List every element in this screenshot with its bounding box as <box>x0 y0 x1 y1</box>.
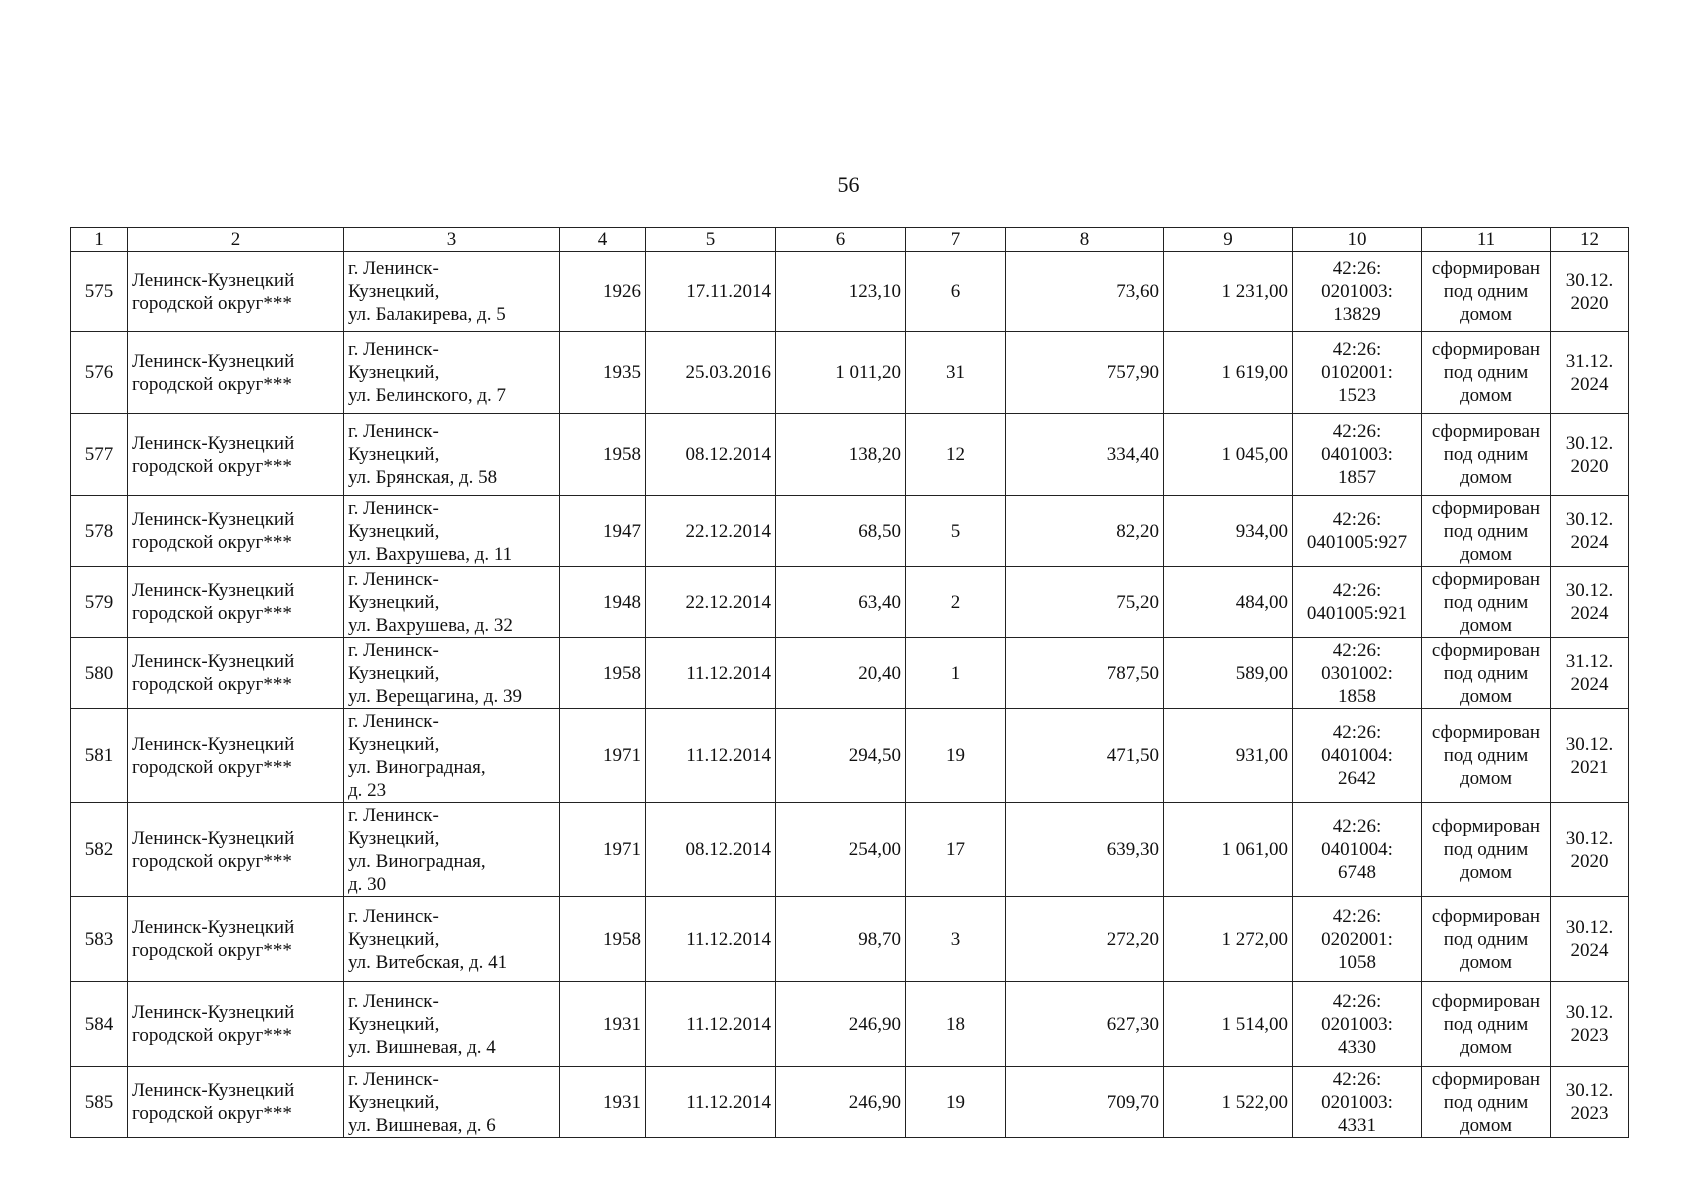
cadastral-number-cell-line: 0401003: <box>1321 444 1393 465</box>
status-cell-line: домом <box>1460 543 1512 565</box>
municipality-cell: Ленинск-Кузнецкий городской округ*** <box>128 252 344 332</box>
cadastral-number-cell-line: 4330 <box>1338 1036 1376 1058</box>
municipality-cell: Ленинск-Кузнецкий городской округ*** <box>128 709 344 803</box>
row-number-cell: 585 <box>71 1067 128 1138</box>
status-cell-line: под одним <box>1443 745 1529 766</box>
cadastral-number-cell-line: 42:26: <box>1332 258 1382 279</box>
address-cell-line: г. Ленинск- <box>348 421 439 442</box>
municipality-cell: Ленинск-Кузнецкий городской округ*** <box>128 414 344 496</box>
residents-cell: 3 <box>906 897 1006 982</box>
table-row <box>71 982 1629 1067</box>
status-cell <box>1422 638 1551 709</box>
deadline-cell-line: 30.12. <box>1565 432 1614 454</box>
status-cell <box>1422 414 1551 496</box>
column-header: 11 <box>1422 228 1551 252</box>
year-cell: 1958 <box>560 414 646 496</box>
land-area-cell: 627,30 <box>1006 982 1164 1067</box>
cadastral-number-cell <box>1293 709 1422 803</box>
land-area-cell: 757,90 <box>1006 332 1164 414</box>
status-cell-line: домом <box>1460 685 1512 707</box>
cadastral-number-cell-line: 6748 <box>1338 862 1376 883</box>
deadline-cell <box>1551 252 1629 332</box>
land-area-cell: 272,20 <box>1006 897 1164 982</box>
status-cell-line: сформирован <box>1431 258 1541 279</box>
residents-cell: 1 <box>906 638 1006 709</box>
address-cell-line: г. Ленинск- <box>348 497 439 519</box>
deadline-cell-line: 2024 <box>1570 532 1609 553</box>
column-header: 4 <box>560 228 646 252</box>
deadline-cell-line: 30.12. <box>1565 509 1614 530</box>
status-cell-line: сформирован <box>1431 1068 1541 1090</box>
year-cell: 1926 <box>560 252 646 332</box>
deadline-cell-line: 30.12. <box>1565 1002 1614 1023</box>
row-number-cell: 582 <box>71 803 128 897</box>
cadastral-number-cell-line: 0401004: <box>1321 839 1393 860</box>
address-cell-line: Кузнецкий, <box>348 362 440 383</box>
table-row <box>71 414 1629 496</box>
land-total-cell: 1 231,00 <box>1164 252 1293 332</box>
address-cell-line: ул. Брянская, д. 58 <box>348 467 498 488</box>
status-cell <box>1422 332 1551 414</box>
date-cell: 11.12.2014 <box>646 897 776 982</box>
deadline-cell-line: 2024 <box>1570 373 1609 395</box>
cadastral-number-cell-line: 1058 <box>1338 951 1376 973</box>
address-cell-line: ул. Вишневая, д. 6 <box>348 1114 496 1136</box>
status-cell <box>1422 567 1551 638</box>
address-cell <box>344 567 560 638</box>
address-cell <box>344 982 560 1067</box>
deadline-cell <box>1551 567 1629 638</box>
cadastral-number-cell-line: 0401005:927 <box>1306 532 1408 553</box>
deadline-cell-line: 30.12. <box>1565 733 1614 755</box>
status-cell <box>1422 252 1551 332</box>
address-cell-line: г. Ленинск- <box>348 339 439 360</box>
status-cell-line: под одним <box>1443 1013 1529 1035</box>
address-cell-line: г. Ленинск- <box>348 905 439 927</box>
address-cell-line: г. Ленинск- <box>348 990 439 1012</box>
deadline-cell-line: 30.12. <box>1565 1080 1614 1101</box>
date-cell: 11.12.2014 <box>646 982 776 1067</box>
address-cell-line: ул. Виноградная, <box>348 850 486 872</box>
address-cell-line: Кузнецкий, <box>348 928 440 950</box>
status-cell-line: домом <box>1460 1114 1512 1136</box>
address-cell <box>344 252 560 332</box>
status-cell-line: под одним <box>1443 1091 1529 1113</box>
row-number-cell: 580 <box>71 638 128 709</box>
status-cell <box>1422 1067 1551 1138</box>
status-cell-line: сформирован <box>1431 905 1541 927</box>
year-cell: 1931 <box>560 982 646 1067</box>
land-total-cell: 1 272,00 <box>1164 897 1293 982</box>
municipality-cell: Ленинск-Кузнецкий городской округ*** <box>128 803 344 897</box>
column-header: 5 <box>646 228 776 252</box>
status-cell-line: под одним <box>1443 662 1529 684</box>
land-area-cell: 709,70 <box>1006 1067 1164 1138</box>
residents-cell: 12 <box>906 414 1006 496</box>
cadastral-number-cell <box>1293 414 1422 496</box>
table-row <box>71 638 1629 709</box>
cadastral-number-cell <box>1293 982 1422 1067</box>
address-cell-line: ул. Виноградная, <box>348 756 486 778</box>
address-cell-line: Кузнецкий, <box>348 733 440 755</box>
address-cell-line: ул. Белинского, д. 7 <box>348 385 506 406</box>
year-cell: 1958 <box>560 897 646 982</box>
cadastral-number-cell <box>1293 496 1422 567</box>
status-cell-line: домом <box>1460 304 1512 325</box>
cadastral-number-cell <box>1293 638 1422 709</box>
cadastral-number-cell-line: 42:26: <box>1332 339 1382 360</box>
deadline-cell-line: 2024 <box>1570 674 1609 695</box>
cadastral-number-cell <box>1293 567 1422 638</box>
year-cell: 1971 <box>560 803 646 897</box>
status-cell-line: под одним <box>1443 520 1529 542</box>
area-cell: 98,70 <box>776 897 906 982</box>
land-area-cell: 73,60 <box>1006 252 1164 332</box>
deadline-cell-line: 30.12. <box>1565 917 1614 938</box>
municipality-cell: Ленинск-Кузнецкий городской округ*** <box>128 1067 344 1138</box>
year-cell: 1958 <box>560 638 646 709</box>
land-total-cell: 931,00 <box>1164 709 1293 803</box>
address-cell <box>344 414 560 496</box>
status-cell-line: под одним <box>1443 591 1529 613</box>
table-row <box>71 897 1629 982</box>
land-total-cell: 1 522,00 <box>1164 1067 1293 1138</box>
land-area-cell: 471,50 <box>1006 709 1164 803</box>
status-cell-line: домом <box>1460 467 1512 488</box>
year-cell: 1947 <box>560 496 646 567</box>
address-cell-line: Кузнецкий, <box>348 591 440 613</box>
deadline-cell <box>1551 1067 1629 1138</box>
year-cell: 1931 <box>560 1067 646 1138</box>
status-cell-line: сформирован <box>1431 722 1541 743</box>
row-number-cell: 583 <box>71 897 128 982</box>
address-cell-line: ул. Вахрушева, д. 11 <box>348 543 513 565</box>
municipality-cell: Ленинск-Кузнецкий городской округ*** <box>128 332 344 414</box>
deadline-cell-line: 2024 <box>1570 940 1609 961</box>
deadline-cell-line: 2020 <box>1570 850 1609 872</box>
address-cell-line: д. 23 <box>348 779 387 801</box>
status-cell-line: под одним <box>1443 362 1529 383</box>
land-total-cell: 934,00 <box>1164 496 1293 567</box>
municipality-cell: Ленинск-Кузнецкий городской округ*** <box>128 982 344 1067</box>
cadastral-number-cell-line: 2642 <box>1338 768 1376 789</box>
area-cell: 138,20 <box>776 414 906 496</box>
deadline-cell <box>1551 414 1629 496</box>
deadline-cell <box>1551 496 1629 567</box>
cadastral-number-cell-line: 1523 <box>1338 385 1376 406</box>
address-cell-line: г. Ленинск- <box>348 639 439 661</box>
status-cell-line: сформирован <box>1431 568 1541 590</box>
column-header: 9 <box>1164 228 1293 252</box>
date-cell: 25.03.2016 <box>646 332 776 414</box>
cadastral-number-cell <box>1293 332 1422 414</box>
date-cell: 11.12.2014 <box>646 638 776 709</box>
column-header: 7 <box>906 228 1006 252</box>
status-cell-line: под одним <box>1443 281 1529 302</box>
row-number-cell: 576 <box>71 332 128 414</box>
area-cell: 123,10 <box>776 252 906 332</box>
row-number-cell: 579 <box>71 567 128 638</box>
column-header: 3 <box>344 228 560 252</box>
date-cell: 22.12.2014 <box>646 567 776 638</box>
municipality-cell: Ленинск-Кузнецкий городской округ*** <box>128 496 344 567</box>
deadline-cell-line: 2021 <box>1570 756 1609 778</box>
deadline-cell-line: 30.12. <box>1565 269 1614 291</box>
address-cell-line: Кузнецкий, <box>348 662 440 684</box>
cadastral-number-cell-line: 0401004: <box>1321 745 1393 766</box>
table-body <box>71 252 1629 1138</box>
land-area-cell: 75,20 <box>1006 567 1164 638</box>
deadline-cell-line: 31.12. <box>1565 350 1614 372</box>
status-cell <box>1422 982 1551 1067</box>
status-cell-line: сформирован <box>1431 339 1541 360</box>
area-cell: 294,50 <box>776 709 906 803</box>
deadline-cell-line: 2024 <box>1570 603 1609 624</box>
cadastral-number-cell <box>1293 252 1422 332</box>
land-total-cell: 1 514,00 <box>1164 982 1293 1067</box>
cadastral-number-cell-line: 42:26: <box>1332 816 1382 837</box>
status-cell-line: под одним <box>1443 444 1529 465</box>
table-row <box>71 332 1629 414</box>
table-row <box>71 709 1629 803</box>
address-cell-line: Кузнецкий, <box>348 444 440 465</box>
address-cell-line: г. Ленинск- <box>348 258 439 279</box>
date-cell: 08.12.2014 <box>646 803 776 897</box>
status-cell-line: домом <box>1460 1036 1512 1058</box>
land-total-cell: 1 061,00 <box>1164 803 1293 897</box>
status-cell-line: сформирован <box>1431 990 1541 1012</box>
page-number: 56 <box>837 172 860 197</box>
cadastral-number-cell-line: 0202001: <box>1321 928 1393 950</box>
deadline-cell-line: 2023 <box>1570 1025 1609 1046</box>
status-cell <box>1422 709 1551 803</box>
deadline-cell <box>1551 982 1629 1067</box>
residents-cell: 2 <box>906 567 1006 638</box>
table-row <box>71 803 1629 897</box>
area-cell: 68,50 <box>776 496 906 567</box>
date-cell: 22.12.2014 <box>646 496 776 567</box>
cadastral-number-cell-line: 42:26: <box>1332 1068 1382 1090</box>
address-cell <box>344 496 560 567</box>
land-area-cell: 787,50 <box>1006 638 1164 709</box>
date-cell: 11.12.2014 <box>646 709 776 803</box>
status-cell-line: домом <box>1460 951 1512 973</box>
cadastral-number-cell <box>1293 897 1422 982</box>
deadline-cell <box>1551 897 1629 982</box>
cadastral-number-cell-line: 42:26: <box>1332 580 1382 601</box>
row-number-cell: 581 <box>71 709 128 803</box>
deadline-cell <box>1551 332 1629 414</box>
area-cell: 254,00 <box>776 803 906 897</box>
status-cell-line: домом <box>1460 385 1512 406</box>
land-area-cell: 639,30 <box>1006 803 1164 897</box>
residents-cell: 5 <box>906 496 1006 567</box>
status-cell-line: домом <box>1460 768 1512 789</box>
column-header: 1 <box>71 228 128 252</box>
cadastral-number-cell-line: 0201003: <box>1321 1013 1393 1035</box>
date-cell: 08.12.2014 <box>646 414 776 496</box>
address-cell <box>344 1067 560 1138</box>
year-cell: 1971 <box>560 709 646 803</box>
municipality-cell: Ленинск-Кузнецкий городской округ*** <box>128 638 344 709</box>
address-cell <box>344 638 560 709</box>
column-header: 8 <box>1006 228 1164 252</box>
cadastral-number-cell-line: 42:26: <box>1332 990 1382 1012</box>
area-cell: 20,40 <box>776 638 906 709</box>
column-header: 6 <box>776 228 906 252</box>
land-total-cell: 1 619,00 <box>1164 332 1293 414</box>
land-area-cell: 82,20 <box>1006 496 1164 567</box>
date-cell: 17.11.2014 <box>646 252 776 332</box>
column-header: 10 <box>1293 228 1422 252</box>
cadastral-number-cell-line: 4331 <box>1338 1114 1376 1136</box>
address-cell-line: ул. Балакирева, д. 5 <box>348 304 506 325</box>
deadline-cell <box>1551 638 1629 709</box>
status-cell <box>1422 897 1551 982</box>
area-cell: 63,40 <box>776 567 906 638</box>
cadastral-number-cell-line: 0201003: <box>1321 1091 1393 1113</box>
year-cell: 1935 <box>560 332 646 414</box>
land-total-cell: 589,00 <box>1164 638 1293 709</box>
municipality-cell: Ленинск-Кузнецкий городской округ*** <box>128 567 344 638</box>
housing-registry-table <box>70 227 1629 1138</box>
status-cell-line: домом <box>1460 862 1512 883</box>
cadastral-number-cell-line: 13829 <box>1333 304 1381 325</box>
year-cell: 1948 <box>560 567 646 638</box>
address-cell-line: Кузнецкий, <box>348 1091 440 1113</box>
table-row <box>71 1067 1629 1138</box>
residents-cell: 19 <box>906 709 1006 803</box>
deadline-cell-line: 31.12. <box>1565 651 1614 672</box>
cadastral-number-cell-line: 42:26: <box>1332 421 1382 442</box>
deadline-cell-line: 2020 <box>1570 455 1609 477</box>
cadastral-number-cell-line: 42:26: <box>1332 639 1382 661</box>
deadline-cell <box>1551 803 1629 897</box>
municipality-cell: Ленинск-Кузнецкий городской округ*** <box>128 897 344 982</box>
column-header: 12 <box>1551 228 1629 252</box>
residents-cell: 19 <box>906 1067 1006 1138</box>
land-total-cell: 1 045,00 <box>1164 414 1293 496</box>
status-cell-line: под одним <box>1443 839 1529 860</box>
area-cell: 1 011,20 <box>776 332 906 414</box>
table-row <box>71 252 1629 332</box>
cadastral-number-cell-line: 42:26: <box>1332 509 1382 530</box>
status-cell-line: сформирован <box>1431 497 1541 519</box>
address-cell <box>344 709 560 803</box>
row-number-cell: 577 <box>71 414 128 496</box>
land-area-cell: 334,40 <box>1006 414 1164 496</box>
address-cell-line: ул. Вахрушева, д. 32 <box>348 614 513 636</box>
row-number-cell: 575 <box>71 252 128 332</box>
cadastral-number-cell-line: 1857 <box>1338 467 1376 488</box>
cadastral-number-cell-line: 0401005:921 <box>1306 603 1408 624</box>
land-total-cell: 484,00 <box>1164 567 1293 638</box>
table-row <box>71 496 1629 567</box>
cadastral-number-cell-line: 0201003: <box>1321 281 1393 302</box>
row-number-cell: 584 <box>71 982 128 1067</box>
address-cell-line: Кузнецкий, <box>348 520 440 542</box>
status-cell-line: сформирован <box>1431 816 1541 837</box>
residents-cell: 31 <box>906 332 1006 414</box>
deadline-cell-line: 30.12. <box>1565 827 1614 849</box>
address-cell-line: г. Ленинск- <box>348 568 439 590</box>
cadastral-number-cell <box>1293 803 1422 897</box>
date-cell: 11.12.2014 <box>646 1067 776 1138</box>
column-header: 2 <box>128 228 344 252</box>
status-cell-line: сформирован <box>1431 421 1541 442</box>
residents-cell: 17 <box>906 803 1006 897</box>
cadastral-number-cell-line: 42:26: <box>1332 722 1382 743</box>
address-cell-line: Кузнецкий, <box>348 281 440 302</box>
address-cell-line: г. Ленинск- <box>348 710 439 732</box>
address-cell <box>344 897 560 982</box>
address-cell-line: ул. Вишневая, д. 4 <box>348 1036 496 1058</box>
address-cell-line: ул. Верещагина, д. 39 <box>348 685 522 707</box>
row-number-cell: 578 <box>71 496 128 567</box>
cadastral-number-cell-line: 1858 <box>1338 685 1376 707</box>
address-cell-line: г. Ленинск- <box>348 804 439 826</box>
cadastral-number-cell-line: 42:26: <box>1332 905 1382 927</box>
deadline-cell-line: 2023 <box>1570 1103 1609 1124</box>
address-cell <box>344 803 560 897</box>
table-row <box>71 567 1629 638</box>
deadline-cell <box>1551 709 1629 803</box>
column-number-row <box>71 228 1629 252</box>
address-cell-line: г. Ленинск- <box>348 1068 439 1090</box>
status-cell-line: сформирован <box>1431 639 1541 661</box>
area-cell: 246,90 <box>776 1067 906 1138</box>
cadastral-number-cell <box>1293 1067 1422 1138</box>
area-cell: 246,90 <box>776 982 906 1067</box>
address-cell-line: д. 30 <box>348 873 387 895</box>
cadastral-number-cell-line: 0301002: <box>1321 662 1393 684</box>
deadline-cell-line: 2020 <box>1570 292 1609 314</box>
address-cell-line: ул. Витебская, д. 41 <box>348 951 508 973</box>
address-cell-line: Кузнецкий, <box>348 827 440 849</box>
residents-cell: 18 <box>906 982 1006 1067</box>
status-cell-line: под одним <box>1443 928 1529 950</box>
status-cell <box>1422 803 1551 897</box>
status-cell-line: домом <box>1460 614 1512 636</box>
residents-cell: 6 <box>906 252 1006 332</box>
cadastral-number-cell-line: 0102001: <box>1321 362 1393 383</box>
deadline-cell-line: 30.12. <box>1565 580 1614 601</box>
status-cell <box>1422 496 1551 567</box>
address-cell <box>344 332 560 414</box>
address-cell-line: Кузнецкий, <box>348 1013 440 1035</box>
